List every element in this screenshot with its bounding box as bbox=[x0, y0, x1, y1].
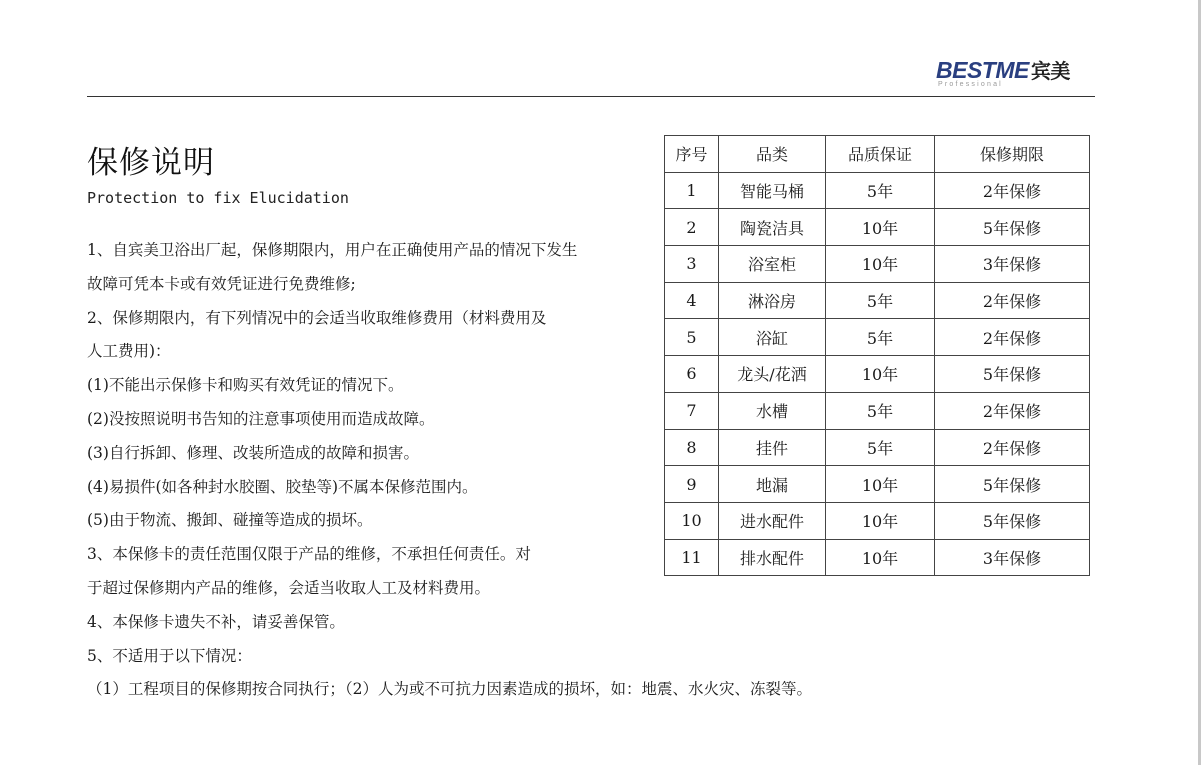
table-cell: 5年保修 bbox=[935, 209, 1090, 246]
table-cell: 10年 bbox=[826, 356, 935, 393]
table-cell: 11 bbox=[665, 539, 719, 576]
table-cell: 5年保修 bbox=[935, 466, 1090, 503]
table-row bbox=[665, 466, 1090, 503]
table-row bbox=[665, 429, 1090, 466]
page-subtitle: Protection to fix Elucidation bbox=[87, 189, 349, 207]
terms-line: (1)不能出示保修卡和购买有效凭证的情况下。 bbox=[87, 376, 404, 395]
table-row bbox=[665, 246, 1090, 283]
brand-wordmark bbox=[936, 55, 1070, 84]
table-row bbox=[665, 502, 1090, 539]
brand-logo bbox=[936, 55, 1096, 95]
table-cell: 地漏 bbox=[719, 466, 826, 503]
terms-line: 人工费用)： bbox=[87, 342, 171, 361]
table-cell: 4 bbox=[665, 282, 719, 319]
table-cell: 5 bbox=[665, 319, 719, 356]
table-cell: 2年保修 bbox=[935, 172, 1090, 209]
terms-line: 4、本保修卡遗失不补，请妥善保管。 bbox=[87, 612, 345, 631]
table-cell: 5年 bbox=[826, 282, 935, 319]
terms-line: 故障可凭本卡或有效凭证进行免费维修; bbox=[87, 274, 356, 293]
table-row bbox=[665, 319, 1090, 356]
terms-line: 5、不适用于以下情况： bbox=[87, 646, 252, 665]
table-cell: 10年 bbox=[826, 502, 935, 539]
table-cell: 2年保修 bbox=[935, 429, 1090, 466]
warranty-table bbox=[664, 135, 1090, 576]
table-row bbox=[665, 356, 1090, 393]
page-title: 保修说明 bbox=[87, 145, 215, 181]
table-cell: 5年 bbox=[826, 392, 935, 429]
table-cell: 7 bbox=[665, 392, 719, 429]
header-cell-index: 序号 bbox=[665, 136, 719, 173]
terms-line: (4)易损件(如各种封水胶圈、胶垫等)不属本保修范围内。 bbox=[87, 477, 478, 496]
table-cell: 10 bbox=[665, 502, 719, 539]
table-cell: 水槽 bbox=[719, 392, 826, 429]
brand-name-cn: 宾美 bbox=[1030, 61, 1070, 83]
table-cell: 5年 bbox=[826, 172, 935, 209]
brand-name-en: BESTME bbox=[936, 57, 1029, 83]
brand-tagline: Professional bbox=[938, 81, 1003, 88]
table-header-row bbox=[665, 136, 1090, 173]
table-cell: 挂件 bbox=[719, 429, 826, 466]
table-row bbox=[665, 172, 1090, 209]
header-divider bbox=[87, 96, 1095, 97]
table-cell: 10年 bbox=[826, 539, 935, 576]
header-cell-quality: 品质保证 bbox=[826, 136, 935, 173]
table-cell: 5年保修 bbox=[935, 356, 1090, 393]
terms-line: 2、保修期限内，有下列情况中的会适当收取维修费用（材料费用及 bbox=[87, 308, 547, 327]
terms-line: (2)没按照说明书告知的注意事项使用而造成故障。 bbox=[87, 409, 435, 428]
terms-line: 1、自宾美卫浴出厂起，保修期限内，用户在正确使用产品的情况下发生 bbox=[87, 241, 578, 259]
table-cell: 浴缸 bbox=[719, 319, 826, 356]
table-cell: 5年 bbox=[826, 429, 935, 466]
table-cell: 2年保修 bbox=[935, 282, 1090, 319]
table-row bbox=[665, 282, 1090, 319]
table-cell: 5年保修 bbox=[935, 502, 1090, 539]
table-cell: 2年保修 bbox=[935, 392, 1090, 429]
table-cell: 陶瓷洁具 bbox=[719, 209, 826, 246]
header-cell-warranty: 保修期限 bbox=[935, 136, 1090, 173]
terms-line: (5)由于物流、搬卸、碰撞等造成的损坏。 bbox=[87, 511, 373, 530]
table-cell: 8 bbox=[665, 429, 719, 466]
table-cell: 智能马桶 bbox=[719, 172, 826, 209]
terms-line: （1）工程项目的保修期按合同执行；（2）人为或不可抗力因素造成的损坏，如：地震、水火灾、冻裂等。 bbox=[87, 680, 812, 699]
table-row bbox=[665, 539, 1090, 576]
table-cell: 1 bbox=[665, 172, 719, 209]
table-cell: 3年保修 bbox=[935, 539, 1090, 576]
terms-line: (3)自行拆卸、修理、改装所造成的故障和损害。 bbox=[87, 443, 419, 462]
table-cell: 10年 bbox=[826, 246, 935, 283]
table-cell: 浴室柜 bbox=[719, 246, 826, 283]
terms-line: 3、本保修卡的责任范围仅限于产品的维修，不承担任何责任。对 bbox=[87, 545, 531, 564]
header-cell-category: 品类 bbox=[719, 136, 826, 173]
table-cell: 进水配件 bbox=[719, 502, 826, 539]
table-row bbox=[665, 392, 1090, 429]
table-cell: 3年保修 bbox=[935, 246, 1090, 283]
table-cell: 龙头/花洒 bbox=[719, 356, 826, 393]
table-row bbox=[665, 209, 1090, 246]
table-cell: 淋浴房 bbox=[719, 282, 826, 319]
table-cell: 10年 bbox=[826, 466, 935, 503]
table-cell: 5年 bbox=[826, 319, 935, 356]
table-cell: 排水配件 bbox=[719, 539, 826, 576]
table-cell: 2年保修 bbox=[935, 319, 1090, 356]
table-cell: 2 bbox=[665, 209, 719, 246]
terms-line: 于超过保修期内产品的维修，会适当收取人工及材料费用。 bbox=[87, 578, 491, 597]
table-cell: 10年 bbox=[826, 209, 935, 246]
table-cell: 3 bbox=[665, 246, 719, 283]
table-cell: 9 bbox=[665, 466, 719, 503]
table-cell: 6 bbox=[665, 356, 719, 393]
